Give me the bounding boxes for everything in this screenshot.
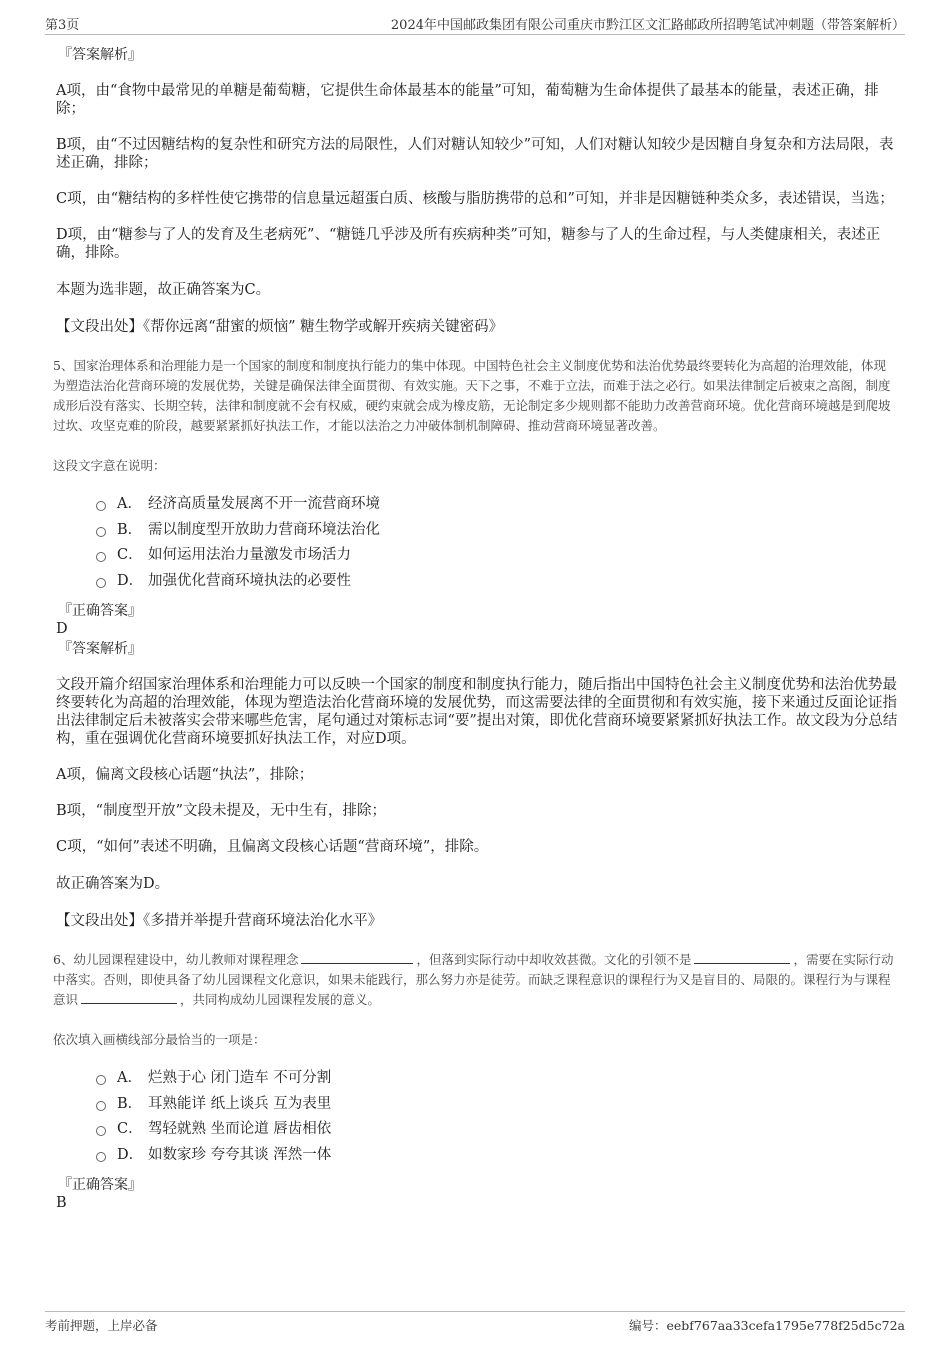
option-letter: B．	[117, 1095, 143, 1112]
q4-analysis	[56, 44, 898, 336]
q6-prompt: 依次填入画横线部分最恰当的一项是：	[53, 1032, 266, 1047]
q4-source: 【文段出处】《帮你远离“甜蜜的烦恼” 糖生物学或解开疾病关键密码》	[56, 319, 504, 335]
option-text: 耳熟能详 纸上谈兵 互为表里	[148, 1095, 332, 1112]
q5-option-a[interactable]	[96, 494, 898, 520]
q4-analysis-a: A项，由“食物中最常见的单糖是葡萄糖，它提供生命体最基本的能量”可知，葡萄糖为生命体提供了最基本的能量，表述正确，排除；	[56, 83, 879, 117]
option-text: 需以制度型开放助力营商环境法治化	[148, 521, 380, 538]
option-letter: D．	[117, 572, 144, 589]
q6-stem	[53, 950, 898, 1010]
document-id: 编号：eebf767aa33cefa1795e778f25d5c72a	[629, 1318, 905, 1333]
q5-conclusion: 故正确答案为D。	[56, 876, 170, 892]
option-text: 烂熟于心 闭门造车 不可分割	[148, 1070, 332, 1086]
q6-stem-part: 6、幼儿园课程建设中，幼儿教师对课程理念	[53, 952, 299, 967]
radio-icon[interactable]	[96, 578, 106, 588]
fill-blank	[694, 951, 790, 964]
q6-answer-label: 『正确答案』	[58, 1177, 142, 1193]
q4-analysis-b: B项，由“不过因糖结构的复杂性和研究方法的局限性，人们对糖认知较少”可知，人们对糖认知较少是因糖自身复杂和方法局限，表述正确，排除；	[56, 137, 894, 171]
q6-option-d[interactable]	[96, 1145, 898, 1171]
main-content	[53, 44, 898, 1212]
option-letter: D．	[117, 1146, 144, 1163]
radio-icon[interactable]	[96, 501, 106, 511]
q6-option-b[interactable]	[96, 1094, 898, 1120]
option-text: 如数家珍 夸夸其谈 浑然一体	[148, 1146, 332, 1163]
q5-source: 【文段出处】《多措并举提升营商环境法治化水平》	[56, 913, 383, 929]
q5-analysis-a: A项，偏离文段核心话题“执法”，排除；	[56, 767, 314, 783]
q5-answer: D	[56, 621, 68, 637]
fill-blank	[301, 951, 413, 964]
option-letter: C．	[117, 547, 143, 563]
option-letter: B．	[117, 521, 143, 538]
option-text: 驾轻就熟 坐而论道 唇齿相依	[148, 1121, 332, 1137]
q6-stem-part: ，需要在实际行动中落实。否则，即使具备了幼儿园课程文化意识，如果未能践行，那么努力亦是徒劳。而缺乏课程意识的课程行为又是盲目的、局限的。课程行为与课程意识	[53, 952, 894, 1007]
footer-slogan: 考前押题，上岸必备	[45, 1318, 158, 1333]
option-letter: A．	[117, 1070, 142, 1086]
radio-icon[interactable]	[96, 1101, 106, 1111]
q5-analysis-b: B项，“制度型开放”文段未提及，无中生有，排除；	[56, 803, 386, 819]
question-6	[53, 950, 898, 1212]
page-header	[45, 12, 905, 35]
q6-stem-part: ，共同构成幼儿园课程发展的意义。	[180, 992, 381, 1007]
option-letter: C．	[117, 1121, 143, 1137]
q5-prompt: 这段文字意在说明：	[53, 458, 166, 473]
radio-icon[interactable]	[96, 1126, 106, 1136]
q5-stem: 5、国家治理体系和治理能力是一个国家的制度和制度执行能力的集中体现。中国特色社会主义制度优势和法治优势最终要转化为高超的治理效能，体现为塑造法治化营商环境的发展优势，关键是确保法律全面贯彻、有效实施。天下之事，不难于立法，而难于法之必行。如果法律制定后被束之高阁，制度成形后没有落实、长期空转，法律和制度就不会有权威，硬约束就会成为橡皮筋，无论制定多少规则都不能助力改善营商环境。优化营商环境越是到爬坡过坎、攻坚克难的阶段，越要紧紧抓好执法工作，才能以法治之力冲破体制机制障碍、推动营商环境显著改善。	[53, 358, 891, 433]
q6-stem-part: ，但落到实际行动中却收效甚微。文化的引领不是	[416, 952, 692, 967]
option-text: 如何运用法治力量激发市场活力	[148, 547, 351, 563]
q5-analysis-main: 文段开篇介绍国家治理体系和治理能力可以反映一个国家的制度和制度执行能力，随后指出中国特色社会主义制度优势和法治优势最终要转化为高超的治理效能，体现为塑造法治化营商环境的发展优势，而这需要法律的全面贯彻和有效实施，接下来通过反面论证指出法律制定后未被落实会带来哪些危害，尾句通过对策标志词“要”提出对策，即优化营商环境要紧紧抓好执法工作。故文段为分总结构，重在强调优化营商环境要抓好执法工作，对应D项。	[56, 677, 898, 747]
q5-option-b[interactable]	[96, 520, 898, 546]
q5-option-c[interactable]	[96, 545, 898, 571]
q4-analysis-c: C项，由“糖结构的多样性使它携带的信息量远超蛋白质、核酸与脂肪携带的总和”可知，并非是因糖链种类众多，表述错误，当选；	[56, 191, 894, 207]
document-title: 2024年中国邮政集团有限公司重庆市黔江区文汇路邮政所招聘笔试冲刺题（带答案解析）	[390, 18, 905, 33]
q5-option-d[interactable]	[96, 571, 898, 597]
q5-analysis-label: 『答案解析』	[58, 641, 142, 657]
q6-option-a[interactable]	[96, 1068, 898, 1094]
option-text: 经济高质量发展离不开一流营商环境	[148, 496, 380, 512]
q5-analysis-c: C项，“如何”表述不明确，且偏离文段核心话题“营商环境”，排除。	[56, 839, 489, 855]
q4-conclusion: 本题为选非题，故正确答案为C。	[56, 282, 271, 298]
radio-icon[interactable]	[96, 1152, 106, 1162]
q6-answer: B	[56, 1195, 67, 1211]
option-text: 加强优化营商环境执法的必要性	[148, 572, 351, 589]
radio-icon[interactable]	[96, 1075, 106, 1085]
q5-options	[96, 494, 898, 596]
page-number: 第3页	[45, 18, 80, 33]
q4-analysis-label: 『答案解析』	[58, 47, 142, 63]
q6-options	[96, 1068, 898, 1170]
page-footer	[45, 1311, 905, 1336]
option-letter: A．	[117, 496, 142, 512]
q5-answer-label: 『正确答案』	[58, 603, 142, 619]
question-5	[53, 356, 898, 930]
radio-icon[interactable]	[96, 552, 106, 562]
radio-icon[interactable]	[96, 527, 106, 537]
fill-blank	[81, 991, 177, 1004]
q4-analysis-d: D项，由“糖参与了人的发育及生老病死”、“糖链几乎涉及所有疾病种类”可知，糖参与了人的生命过程，与人类健康相关，表述正确，排除。	[56, 227, 881, 261]
q6-option-c[interactable]	[96, 1119, 898, 1145]
